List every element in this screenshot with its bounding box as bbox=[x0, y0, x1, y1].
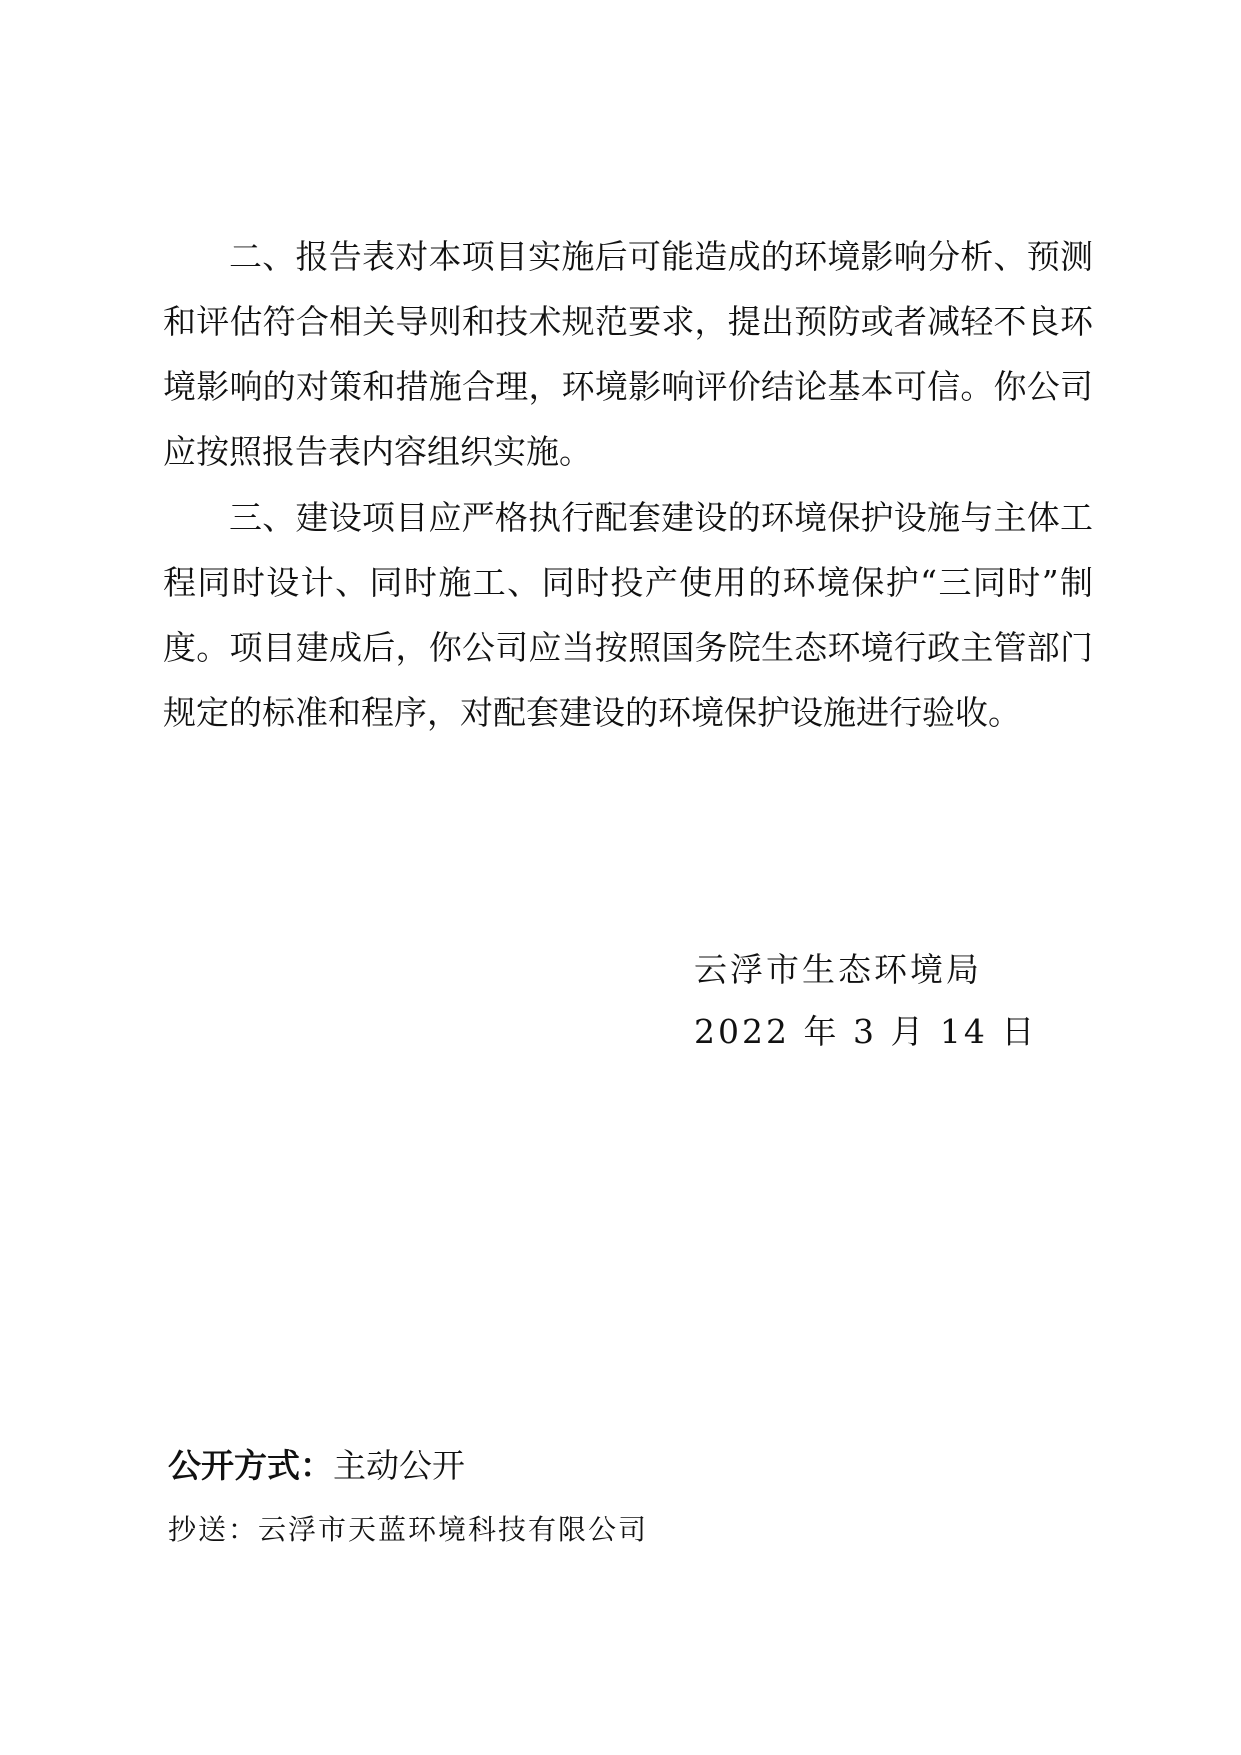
signature-date: 2022 年 3 月 14 日 bbox=[694, 1012, 1038, 1051]
signature-organization: 云浮市生态环境局 bbox=[694, 950, 982, 989]
text-line: 度。项目建成后，你公司应当按照国务院生态环境行政主管部门 bbox=[163, 628, 1093, 667]
text-line: 境影响的对策和措施合理，环境影响评价结论基本可信。你公司 bbox=[163, 367, 1093, 406]
text-line: 程同时设计、同时施工、同时投产使用的环境保护“三同时”制 bbox=[163, 563, 1093, 602]
disclosure-method bbox=[168, 1440, 465, 1487]
cc-value: 云浮市天蓝环境科技有限公司 bbox=[258, 1513, 649, 1546]
disclosure-value: 主动公开 bbox=[333, 1446, 465, 1485]
cc-label: 抄送： bbox=[168, 1513, 259, 1546]
text-line: 应按照报告表内容组织实施。 bbox=[163, 432, 592, 471]
paragraph-3 bbox=[163, 485, 1093, 745]
text-line: 三、建设项目应严格执行配套建设的环境保护设施与主体工 bbox=[229, 498, 1093, 537]
carbon-copy bbox=[168, 1508, 648, 1548]
text-line: 规定的标准和程序，对配套建设的环境保护设施进行验收。 bbox=[163, 693, 1021, 732]
text-line: 和评估符合相关导则和技术规范要求，提出预防或者减轻不良环 bbox=[163, 302, 1093, 341]
disclosure-label: 公开方式： bbox=[168, 1446, 333, 1485]
paragraph-2 bbox=[163, 224, 1093, 484]
text-line: 二、报告表对本项目实施后可能造成的环境影响分析、预测 bbox=[229, 237, 1093, 276]
